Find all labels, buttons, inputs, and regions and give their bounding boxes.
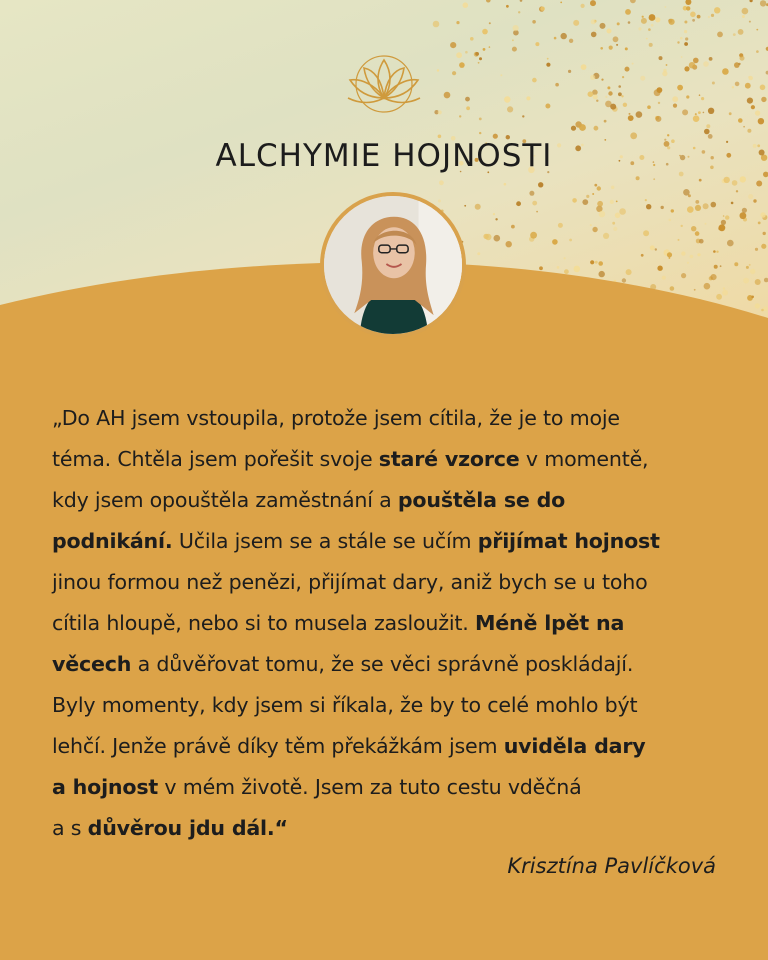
avatar: [320, 192, 466, 338]
quote-emphasis: Méně lpět na: [474, 611, 625, 635]
quote-text: téma. Chtěla jsem pořešit svoje: [52, 447, 379, 471]
quote-emphasis: uviděla dary: [503, 734, 646, 758]
quote-text: kdy jsem opouštěla zaměstnání a: [52, 488, 398, 512]
quote-text: Učila jsem se a stále se učím: [172, 529, 478, 553]
quote-text: jinou formou než penězi, přijímat dary, aniž bych se u toho: [52, 570, 648, 594]
quote-line: [52, 685, 742, 726]
quote-line: [52, 439, 742, 480]
testimonial-quote: [52, 398, 742, 849]
quote-emphasis: důvěrou jdu dál.“: [87, 816, 288, 840]
quote-line: [52, 767, 742, 808]
brand-title: ALCHYMIE HOJNOSTI: [215, 138, 553, 174]
quote-emphasis: věcech: [52, 652, 132, 676]
quote-text: lehčí. Jenže právě díky těm překážkám jsem: [52, 734, 504, 758]
quote-text: v momentě,: [519, 447, 649, 471]
quote-text: cítila hloupě, nebo si to musela zasloužit.: [52, 611, 475, 635]
quote-line: [52, 480, 742, 521]
quote-line: [52, 726, 742, 767]
quote-text: „Do AH jsem vstoupila, protože jsem cítila, že je to moje: [52, 406, 620, 430]
quote-line: [52, 603, 742, 644]
lotus-icon: [340, 52, 428, 118]
quote-emphasis: podnikání.: [52, 529, 173, 553]
quote-line: [52, 808, 742, 849]
quote-emphasis: a hojnost: [52, 775, 159, 799]
quote-text: a s: [52, 816, 88, 840]
quote-line: [52, 521, 742, 562]
quote-line: [52, 562, 742, 603]
quote-emphasis: pouštěla se do: [397, 488, 566, 512]
quote-text: Byly momenty, kdy jsem si říkala, že by to celé mohlo být: [52, 693, 638, 717]
quote-emphasis: staré vzorce: [378, 447, 520, 471]
quote-line: [52, 644, 742, 685]
quote-line: [52, 398, 742, 439]
quote-text: a důvěřovat tomu, že se věci správně poskládají.: [131, 652, 634, 676]
quote-emphasis: přijímat hojnost: [477, 529, 660, 553]
author-name: Krisztína Pavlíčková: [507, 854, 716, 878]
portrait-photo: [324, 196, 462, 334]
quote-text: v mém životě. Jsem za tuto cestu vděčná: [158, 775, 582, 799]
